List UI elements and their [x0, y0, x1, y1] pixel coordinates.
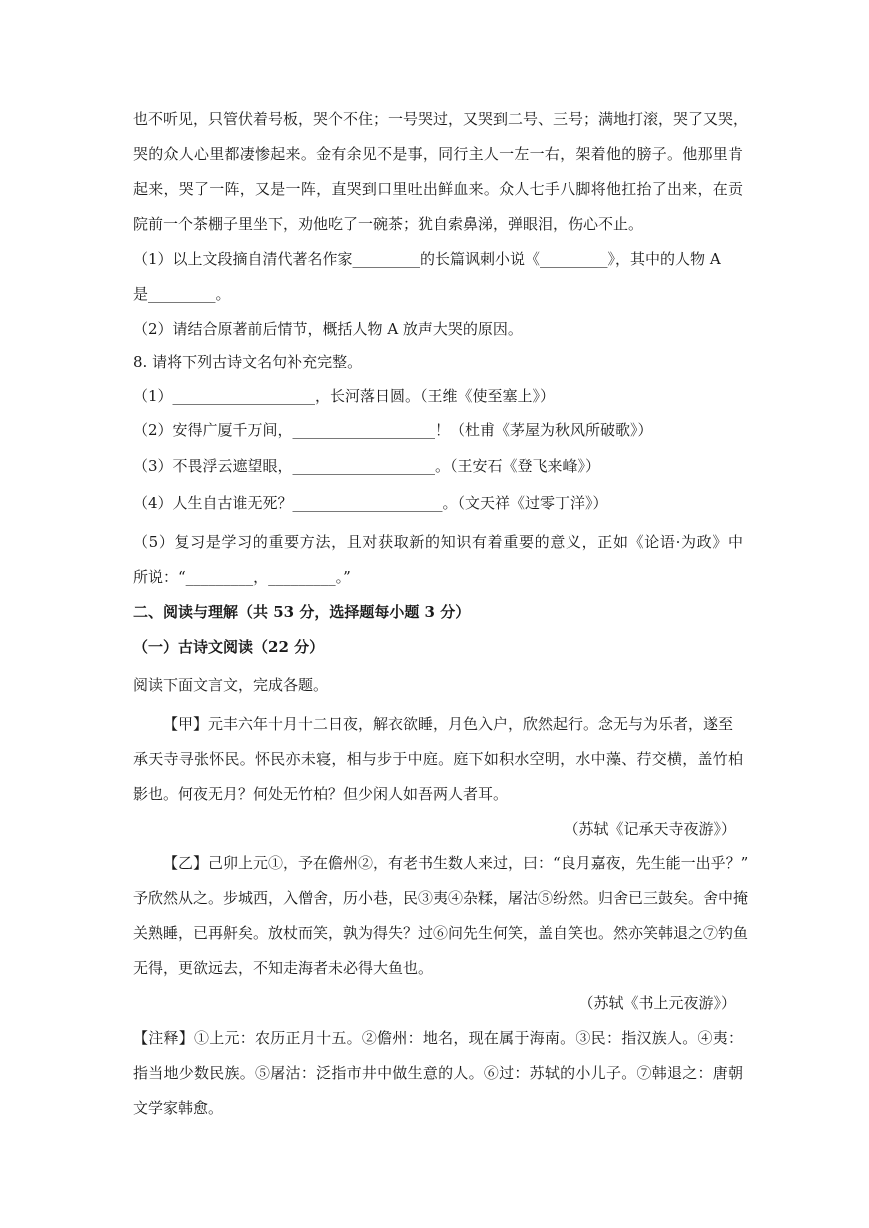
passage-line-3: 起来，哭了一阵，又是一阵，直哭到口里吐出鲜血来。众人七手八脚将他扛抬了出来，在贡	[133, 180, 743, 198]
reading-instruction: 阅读下面文言文，完成各题。	[133, 676, 329, 694]
passage-line-2: 哭的众人心里都凄惨起来。金有余见不是事，同行主人一左一右，架着他的膀子。他那里肯	[133, 145, 743, 163]
passage-yi-line-4: 无得，更欲远去，不知走海者未必得大鱼也。	[133, 959, 434, 977]
question-7-part-1-line-1: （1）以上文段摘自清代著名作家_________的长篇讽刺小说《_________》，其中的人物 A	[133, 250, 721, 268]
notes-line-3: 文学家韩愈。	[133, 1099, 224, 1117]
passage-jia-line-2: 承天寺寻张怀民。怀民亦未寝，相与步于中庭。庭下如积水空明，水中藻、荇交横，盖竹柏	[133, 750, 743, 768]
question-8-item-5-line-2: 所说：“_________，_________。”	[133, 568, 351, 586]
passage-yi-line-3: 关熟睡，已再鼾矣。放杖而笑，孰为得失？过⑥问先生何笑，盖自笑也。然亦笑韩退之⑦钓鱼	[133, 924, 749, 942]
question-7-part-2: （2）请结合原著前后情节，概括人物 A 放声大哭的原因。	[133, 320, 523, 338]
passage-line-4: 院前一个茶棚子里坐下，劝他吃了一碗茶；犹自索鼻涕，弹眼泪，伤心不止。	[133, 215, 644, 233]
question-8-title: 8. 请将下列古诗文名句补充完整。	[133, 353, 363, 371]
section-2-heading: 二、阅读与理解（共 53 分，选择题每小题 3 分）	[133, 603, 471, 621]
question-8-item-1: （1）___________________，长河落日圆。（王维《使至塞上》）	[133, 387, 556, 405]
question-8-item-4: （4）人生自古谁无死？____________________。（文天祥《过零丁洋》）	[133, 494, 608, 512]
notes-line-2: 指当地少数民族。⑤屠沽：泛指市井中做生意的人。⑥过：苏轼的小儿子。⑦韩退之：唐朝	[133, 1064, 743, 1082]
passage-yi-line-1: 【乙】己卯上元①，予在儋州②，有老书生数人来过，曰：“良月嘉夜，先生能一出乎？”	[163, 854, 749, 872]
question-7-part-1-line-2: 是_________。	[133, 285, 231, 303]
notes-line-1: 【注释】①上元：农历正月十五。②儋州：地名，现在属于海南。③民：指汉族人。④夷：	[133, 1029, 743, 1047]
passage-jia-line-1: 【甲】元丰六年十月十二日夜，解衣欲睡，月色入户，欣然起行。念无与为乐者，遂至	[163, 715, 734, 733]
passage-line-1: 也不听见，只管伏着号板，哭个不住；一号哭过，又哭到二号、三号；满地打滚，哭了又哭，	[133, 110, 749, 128]
passage-jia-line-3: 影也。何夜无月？何处无竹柏？但少闲人如吾两人者耳。	[133, 785, 509, 803]
question-8-item-2: （2）安得广厦千万间，___________________！（杜甫《茅屋为秋风所破歌》）	[133, 421, 653, 439]
passage-yi-line-2: 予欣然从之。步城西，入僧舍，历小巷，民③夷④杂糅，屠沽⑤纷然。归舍已三鼓矣。舍中掩	[133, 889, 749, 907]
passage-jia-source: （苏轼《记承天寺夜游》）	[563, 820, 736, 838]
question-8-item-5-line-1: （5）复习是学习的重要方法，且对获取新的知识有着重要的意义，正如《论语·为政》中	[133, 533, 743, 551]
section-2-subheading: （一）古诗文阅读（22 分）	[133, 638, 325, 656]
question-8-item-3: （3）不畏浮云遮望眼，___________________。（王安石《登飞来峰》）	[133, 457, 601, 475]
passage-yi-source: （苏轼《书上元夜游》）	[578, 994, 736, 1012]
